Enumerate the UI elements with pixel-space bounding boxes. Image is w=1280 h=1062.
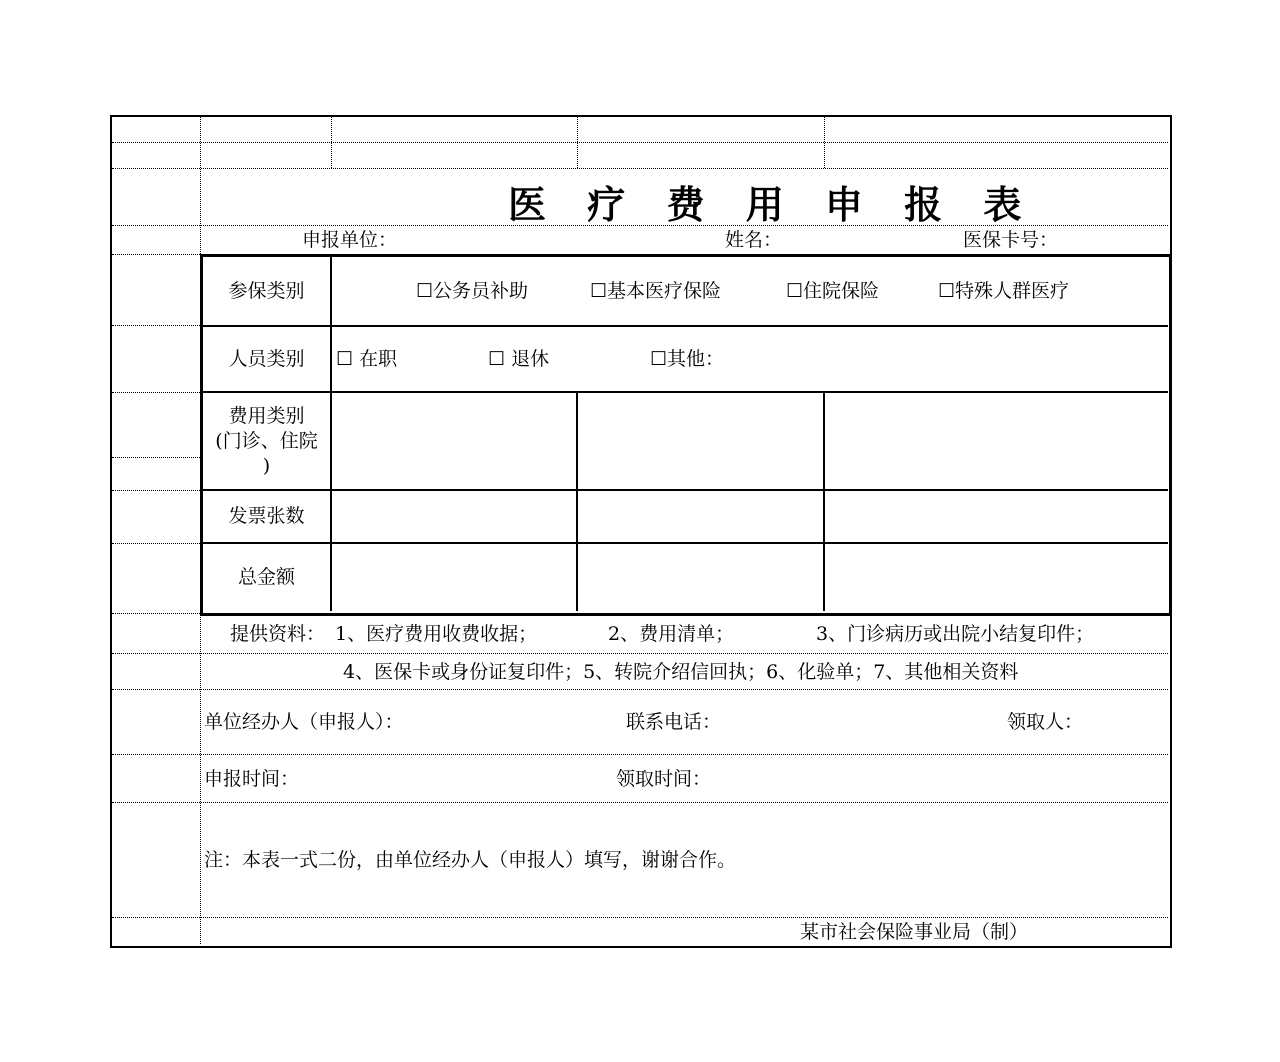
checkbox-icon[interactable]: ☐ <box>786 280 804 302</box>
option-civil-servant[interactable]: ☐公务员补助 <box>416 280 529 302</box>
checkbox-icon[interactable]: ☐ <box>938 280 956 302</box>
materials-line-2: 4、医保卡或身份证复印件；5、转院介绍信回执；6、化验单；7、其他相关资料 <box>343 661 1019 683</box>
agent-label: 单位经办人（申报人）： <box>204 711 404 733</box>
phone-label: 联系电话： <box>626 711 722 733</box>
grid-line <box>112 917 1168 918</box>
insurance-type-label: 参保类别 <box>228 279 305 302</box>
total-amount-field-2[interactable] <box>579 544 823 610</box>
total-amount-field-3[interactable] <box>826 544 1166 610</box>
grid-line <box>112 168 1168 169</box>
grid-line <box>200 614 201 944</box>
issuer-text: 某市社会保险事业局（制） <box>800 921 1029 943</box>
materials-item-3: 3、门诊病历或出院小结复印件； <box>816 623 1095 645</box>
checkbox-icon[interactable]: ☐ <box>590 280 608 302</box>
grid-line <box>112 802 1168 803</box>
table-line <box>330 256 332 611</box>
grid-line <box>112 543 200 544</box>
card-number-label: 医保卡号： <box>963 229 1059 251</box>
apply-time-label: 申报时间： <box>204 768 300 790</box>
option-retired[interactable]: ☐ 退休 <box>488 348 550 370</box>
grid-line <box>112 457 200 458</box>
table-line <box>202 325 1168 327</box>
checkbox-icon[interactable]: ☐ <box>650 348 668 370</box>
option-basic-medical[interactable]: ☐基本医疗保险 <box>590 280 722 302</box>
grid-line <box>112 754 1168 755</box>
grid-line <box>112 392 200 393</box>
grid-line <box>331 117 332 168</box>
invoice-count-field-1[interactable] <box>333 491 576 542</box>
expense-type-field-3[interactable] <box>826 394 1166 489</box>
grid-line <box>112 142 1168 143</box>
expense-type-label: 费用类别 (门诊、住院 ) <box>215 405 318 477</box>
grid-line <box>112 325 200 326</box>
option-other[interactable]: ☐其他： <box>650 348 725 370</box>
materials-item-2: 2、费用清单； <box>608 623 735 645</box>
note-text: 注：本表一式二份，由单位经办人（申报人）填写，谢谢合作。 <box>204 849 737 871</box>
option-hospitalization[interactable]: ☐住院保险 <box>786 280 880 302</box>
checkbox-icon[interactable]: ☐ <box>488 348 506 370</box>
option-employed[interactable]: ☐ 在职 <box>336 348 398 370</box>
invoice-count-field-3[interactable] <box>826 491 1166 542</box>
materials-item-1: 1、医疗费用收费收据； <box>335 623 538 645</box>
invoice-count-field-2[interactable] <box>579 491 823 542</box>
table-line <box>823 392 825 611</box>
grid-line <box>824 117 825 168</box>
grid-line <box>112 254 200 255</box>
option-special-group[interactable]: ☐特殊人群医疗 <box>938 280 1070 302</box>
grid-line <box>200 117 201 254</box>
person-type-label: 人员类别 <box>228 347 305 370</box>
invoice-count-label: 发票张数 <box>228 505 305 527</box>
grid-line <box>577 117 578 168</box>
checkbox-icon[interactable]: ☐ <box>336 348 354 370</box>
receive-time-label: 领取时间： <box>616 768 712 790</box>
materials-prefix: 提供资料： <box>230 623 326 645</box>
total-amount-field-1[interactable] <box>333 544 576 610</box>
expense-type-field-2[interactable] <box>579 394 823 489</box>
table-line <box>576 392 578 611</box>
grid-line <box>112 490 200 491</box>
table-line <box>202 391 1168 393</box>
unit-label: 申报单位： <box>302 229 398 251</box>
grid-line <box>112 653 1168 654</box>
checkbox-icon[interactable]: ☐ <box>416 280 434 302</box>
grid-line <box>112 613 200 614</box>
grid-line <box>112 689 1168 690</box>
expense-type-field-1[interactable] <box>333 394 576 489</box>
name-label: 姓名： <box>725 229 783 251</box>
receiver-label: 领取人： <box>1007 711 1084 733</box>
page-title: 医 疗 费 用 申 报 表 <box>508 183 1036 227</box>
total-amount-label: 总金额 <box>237 565 295 588</box>
